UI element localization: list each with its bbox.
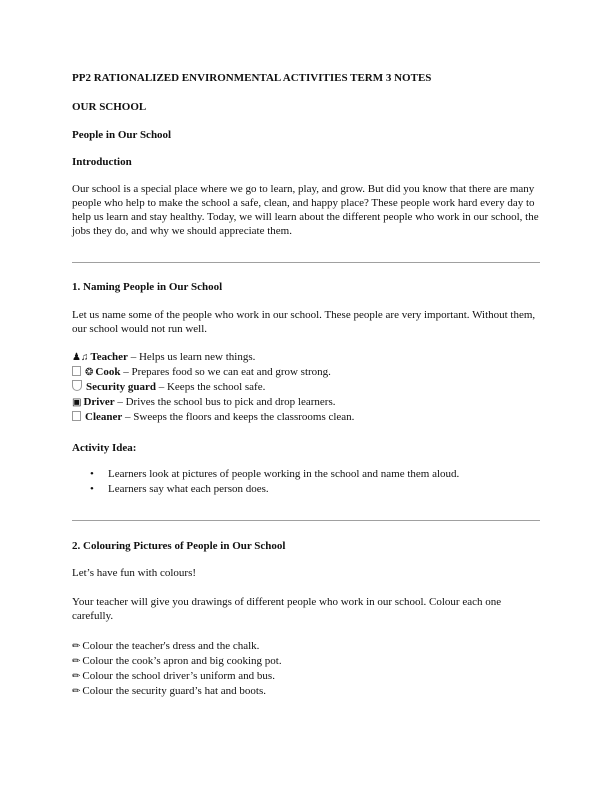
- role-label: Cook: [95, 366, 121, 378]
- activity-item: Learners say what each person does.: [108, 483, 269, 495]
- teacher-icon: ♟♫: [72, 352, 89, 363]
- person-item-security: [72, 380, 265, 394]
- colour-item-text: Colour the security guard’s hat and boots.: [82, 685, 266, 697]
- colour-item: [72, 639, 259, 654]
- colour-item: [72, 654, 282, 669]
- pencil-icon: ✏: [72, 671, 81, 682]
- bullet-icon: •: [90, 468, 94, 480]
- activity-heading: Activity Idea:: [72, 442, 137, 454]
- document-title: PP2 RATIONALIZED ENVIRONMENTAL ACTIVITIES TERM 3 NOTES: [72, 72, 432, 84]
- section1-heading: 1. Naming People in Our School: [72, 281, 223, 293]
- intro-heading: Introduction: [72, 156, 132, 168]
- person-item-teacher: [72, 350, 255, 365]
- person-item-cleaner: [72, 410, 354, 424]
- role-label: Security guard: [86, 381, 156, 393]
- pencil-icon: ✏: [72, 641, 81, 652]
- role-desc: – Sweeps the floors and keeps the classrooms clean.: [122, 411, 355, 423]
- colour-item-text: Colour the school driver’s uniform and bus.: [82, 670, 275, 682]
- document-subtitle: OUR SCHOOL: [72, 101, 147, 113]
- shield-icon: [72, 380, 82, 391]
- activity-item: Learners look at pictures of people working in the school and name them aloud.: [108, 468, 460, 480]
- broom-icon: [72, 411, 81, 421]
- bus-icon: ▣: [72, 397, 82, 408]
- topic-heading: People in Our School: [72, 129, 172, 141]
- role-desc: – Helps us learn new things.: [127, 351, 256, 363]
- section1-paragraph: Let us name some of the people who work in our school. These people are very important. Without them, our school would not run well.: [72, 309, 536, 335]
- role-desc: – Keeps the school safe.: [155, 381, 266, 393]
- section2-intro: Let’s have fun with colours!: [72, 567, 197, 579]
- pencil-icon: ✏: [72, 656, 81, 667]
- intro-paragraph: Our school is a special place where we go to learn, play, and grow. But did you know that there are many people who help to make the school a safe, clean, and happy place? These people work hard every day to help us learn and stay healthy. Today, we will learn about the different people who work in our school, the jobs they do, and why we should appreciate them.: [72, 183, 539, 237]
- cook-icon: ❂: [85, 367, 94, 378]
- role-label: Teacher: [90, 351, 128, 363]
- section2-heading: 2. Colouring Pictures of People in Our School: [72, 540, 286, 552]
- divider: [72, 520, 540, 521]
- role-desc: – Drives the school bus to pick and drop learners.: [114, 396, 336, 408]
- section2-paragraph: Your teacher will give you drawings of different people who work in our school. Colour each one carefully.: [72, 596, 502, 622]
- role-label: Cleaner: [85, 411, 123, 423]
- colour-item: [72, 684, 266, 699]
- missing-glyph-icon: [72, 366, 81, 376]
- person-item-cook: [72, 365, 331, 380]
- bullet-icon: •: [90, 483, 94, 495]
- divider: [72, 262, 540, 263]
- colour-item-text: Colour the teacher's dress and the chalk.: [82, 640, 260, 652]
- role-label: Driver: [83, 396, 115, 408]
- role-desc: – Prepares food so we can eat and grow strong.: [120, 366, 331, 378]
- colour-item: [72, 669, 275, 684]
- pencil-icon: ✏: [72, 686, 81, 697]
- colour-item-text: Colour the cook’s apron and big cooking pot.: [82, 655, 282, 667]
- person-item-driver: [72, 395, 335, 410]
